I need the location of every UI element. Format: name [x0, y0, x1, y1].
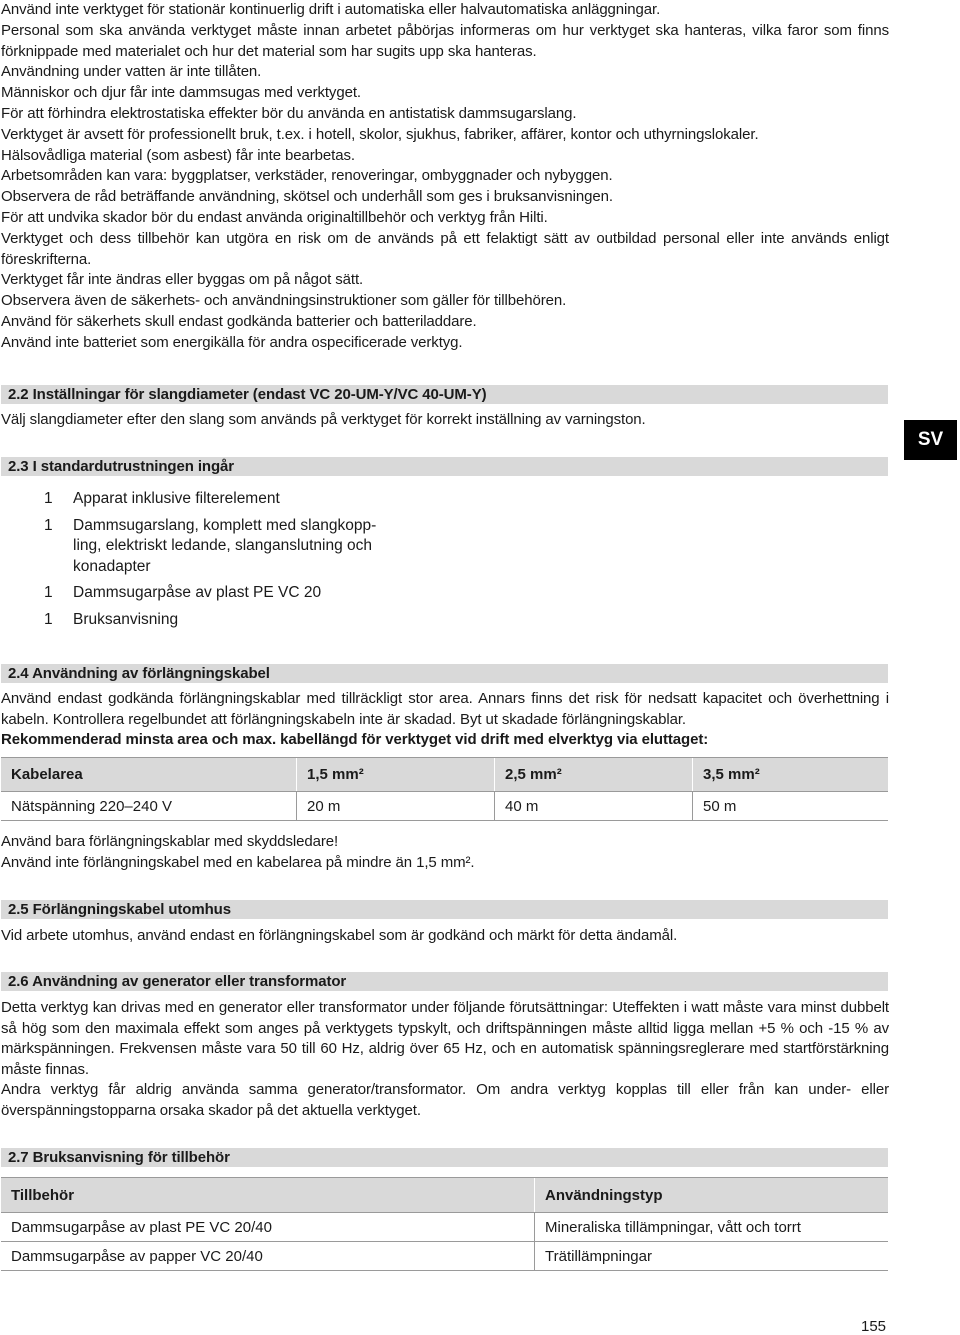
intro-line: Hälsovådliga material (som asbest) får inte bearbetas.	[1, 146, 355, 164]
table-cell: 20 m	[297, 792, 495, 821]
table-header-row	[1, 758, 888, 792]
intro-line: Verktyget är avsett för professionellt bruk, t.ex. i hotell, skolor, sjukhus, fabriker, affärer, kontor och uthyrningslokaler.	[1, 125, 759, 143]
list-item	[44, 583, 424, 604]
intro-line: För att förhindra elektrostatiska effekter bör du använda en antistatisk dammsugarslang.	[1, 104, 577, 122]
page-number: 155	[861, 1318, 887, 1335]
table-cell: 50 m	[693, 792, 889, 821]
table-header-cell: 2,5 mm²	[495, 758, 693, 792]
item-description: Dammsugarpåse av plast PE VC 20	[73, 584, 322, 602]
intro-line: Personal som ska använda verktyget måste innan arbetet påbörjas informeras om hur verktyget ska hanteras, vilka faror som finns förknippade med materialet och hur det material som har sugits upp ska hanteras.	[1, 21, 889, 60]
table-header-cell: Tillbehör	[1, 1178, 535, 1213]
table-cell: Trätillämpningar	[535, 1242, 889, 1271]
intro-line: Använd för säkerhets skull endast godkända batterier och batteriladdare.	[1, 312, 477, 330]
cable-notes	[1, 832, 889, 873]
item-quantity: 1	[44, 610, 53, 628]
section-heading-2-6: 2.6 Användning av generator eller transformator	[1, 972, 888, 991]
section-text-2-2: Välj slangdiameter efter den slang som används på verktyget för korrekt inställning av varningston.	[1, 411, 646, 428]
intro-line: Använd inte batteriet som energikälla för andra ospecificerade verktyg.	[1, 333, 463, 351]
item-description: Dammsugarslang, komplett med slangkopp- ling, elektriskt ledande, slanganslutning och konadapter	[73, 516, 377, 575]
table-cell: Nätspänning 220–240 V	[1, 792, 297, 821]
intro-line: Verktyget får inte ändras eller byggas om på något sätt.	[1, 271, 364, 289]
standard-equipment-list	[44, 489, 424, 637]
section-text-2-6	[1, 998, 889, 1121]
section-heading-2-3: 2.3 I standardutrustningen ingår	[1, 457, 888, 476]
intro-line: För att undvika skador bör du endast använda originaltillbehör och verktyg från Hilti.	[1, 208, 548, 226]
table-row	[1, 1213, 888, 1242]
table-cell: Mineraliska tillämpningar, vått och torrt	[535, 1213, 889, 1242]
table-cell: 40 m	[495, 792, 693, 821]
list-item	[44, 516, 424, 578]
section-text-2-5: Vid arbete utomhus, använd endast en förlängningskabel som är godkänd och märkt för detta ändamål.	[1, 927, 678, 944]
intro-line: Människor och djur får inte dammsugas med verktyget.	[1, 84, 361, 102]
paragraph: Andra verktyg får aldrig använda samma generator/transformator. Om andra verktyg kopplas till eller från kan under- eller överspänningstopparna orsaka skador på det aktuella verktyget.	[1, 1081, 889, 1119]
bold-paragraph: Rekommenderad minsta area och max. kabellängd för verktyget vid drift med elverktyg via eluttaget:	[1, 731, 709, 748]
table-header-cell: 1,5 mm²	[297, 758, 495, 792]
item-quantity: 1	[44, 584, 53, 602]
cable-area-table	[1, 757, 888, 821]
section-heading-2-7: 2.7 Bruksanvisning för tillbehör	[1, 1148, 888, 1167]
section-heading-2-4: 2.4 Användning av förlängningskabel	[1, 664, 888, 683]
item-quantity: 1	[44, 516, 53, 534]
list-item	[44, 489, 424, 510]
intro-line: Verktyget och dess tillbehör kan utgöra en risk om de används på ett felaktigt sätt av outbildad personal eller inte används enligt föreskrifterna.	[1, 229, 889, 268]
intro-line: Arbetsområden kan vara: byggplatser, verkstäder, renoveringar, ombyggnader och nybyggen.	[1, 167, 613, 185]
table-cell: Dammsugarpåse av papper VC 20/40	[1, 1242, 535, 1271]
item-quantity: 1	[44, 490, 53, 507]
item-description: Apparat inklusive filterelement	[73, 490, 280, 507]
intro-line: Observera de råd beträffande användning, skötsel och underhåll som ges i bruksanvisningen.	[1, 188, 613, 206]
intro-line: Använd inte verktyget för stationär kontinuerlig drift i automatiska eller halvautomatiska anläggningar.	[1, 1, 661, 18]
table-header-row	[1, 1178, 888, 1213]
section-heading-2-5: 2.5 Förlängningskabel utomhus	[1, 900, 888, 919]
table-cell: Dammsugarpåse av plast PE VC 20/40	[1, 1213, 535, 1242]
note: Använd inte förlängningskabel med en kabelarea på mindre än 1,5 mm².	[1, 853, 475, 871]
note: Använd bara förlängningskablar med skyddsledare!	[1, 833, 339, 850]
paragraph: Detta verktyg kan drivas med en generator eller transformator under följande förutsättningar: Uteffekten i watt måste vara minst dubbelt så hög som den maximala effekt som anges på verktygets typskylt, och driftspänningen måste alltid ligga mellan +5 % och -15 % av märkspänningen. Frekvensen måste vara 50 till 60 Hz, aldrig över 65 Hz, och en automatisk spänningsreglerare med startförstärkning måste finnas.	[1, 999, 889, 1078]
intro-line: Användning under vatten är inte tillåten.	[1, 63, 262, 81]
item-description: Bruksanvisning	[73, 610, 179, 628]
table-row	[1, 1242, 888, 1271]
intro-text	[1, 0, 889, 354]
table-header-cell: 3,5 mm²	[693, 758, 889, 792]
list-item	[44, 610, 424, 631]
table-header-cell: Användningstyp	[535, 1178, 889, 1213]
section-heading-2-2: 2.2 Inställningar för slangdiameter (endast VC 20-UM-Y/VC 40-UM-Y)	[1, 385, 888, 404]
accessory-table	[1, 1177, 888, 1271]
intro-line: Observera även de säkerhets- och användningsinstruktioner som gäller för tillbehören.	[1, 292, 567, 310]
language-tab: SV	[904, 420, 957, 460]
table-header-cell: Kabelarea	[1, 758, 297, 792]
paragraph: Använd endast godkända förlängningskablar med tillräckligt stor area. Annars finns det risk för nedsatt kapacitet och överhettning i kabeln. Kontrollera regelbundet att förlängningskabeln inte är skadad. Byt ut skadade förlängningskablar.	[1, 690, 889, 728]
section-text-2-4	[1, 689, 889, 751]
table-row	[1, 792, 888, 821]
